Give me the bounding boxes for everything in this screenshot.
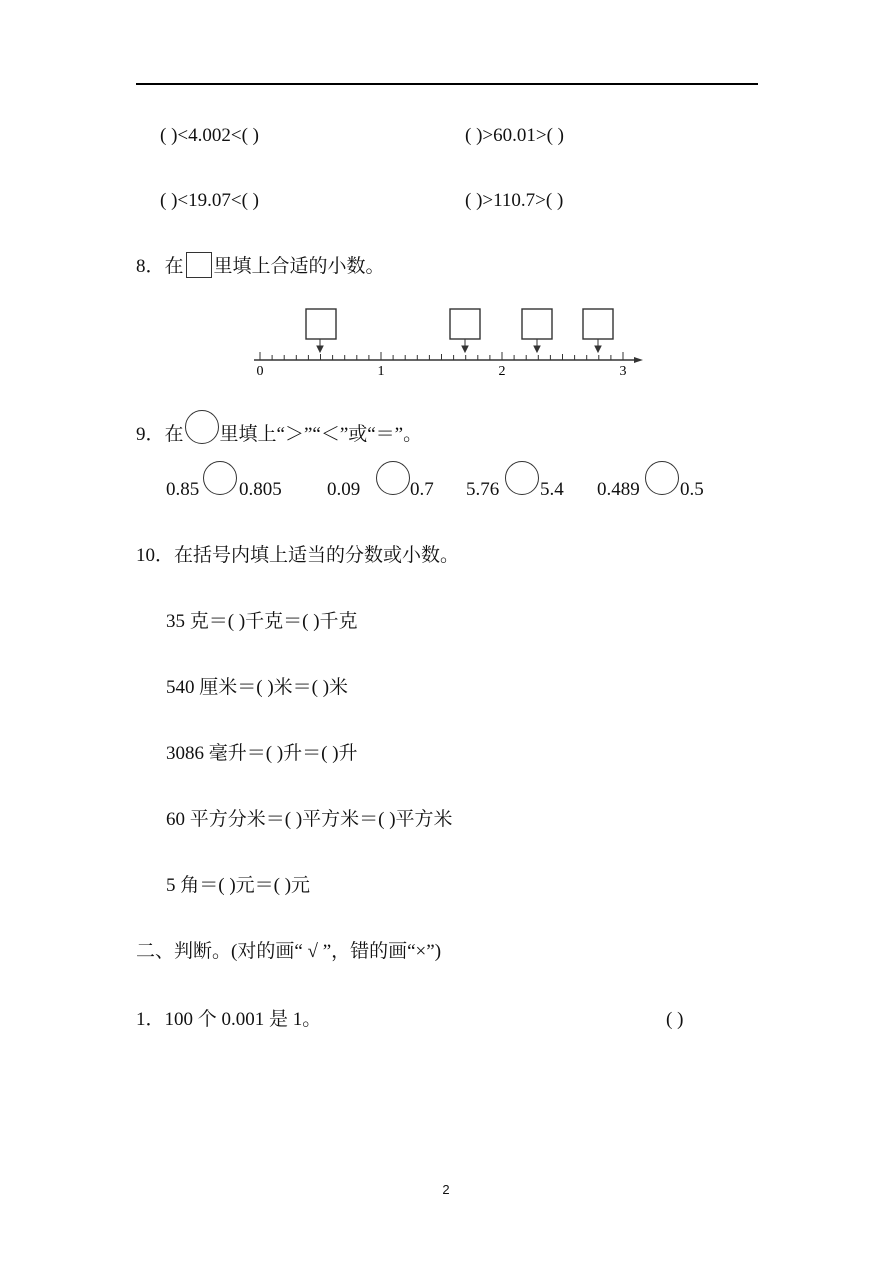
q9-item-3-right: 5.4 [540, 479, 564, 500]
pointer-arrowhead [595, 346, 601, 352]
q10-line-3: 3086 毫升＝( )升＝( )升 [166, 743, 358, 764]
q7-row2-right: ( )>110.7>( ) [465, 190, 564, 211]
axis-arrowhead [634, 357, 643, 363]
q9-item-2-right: 0.7 [410, 479, 434, 500]
tick-label: 2 [498, 364, 506, 379]
q7-row1-right: ( )>60.01>( ) [465, 125, 564, 146]
pointer-arrowhead [317, 346, 323, 352]
section2-title: 二、判断。(对的画“ √ ”，错的画“×”) [136, 941, 442, 962]
q9-item-1-right: 0.805 [239, 479, 282, 500]
compare-circle[interactable] [505, 461, 539, 495]
page-number: 2 [442, 1182, 450, 1197]
q10-line-1: 35 克＝( )千克＝( )千克 [166, 611, 358, 632]
q9-text: 里填上“＞”“＜”或“＝”。 [219, 424, 423, 445]
header-rule [136, 83, 758, 85]
judge-q1-answer-paren[interactable]: ( ) [666, 1009, 684, 1030]
q9-item-1-left: 0.85 [166, 479, 200, 500]
tick-label: 0 [256, 364, 264, 379]
compare-circle[interactable] [645, 461, 679, 495]
q8-prompt [136, 252, 385, 279]
answer-box[interactable] [583, 309, 613, 339]
answer-box[interactable] [450, 309, 480, 339]
pointer-arrowhead [534, 346, 540, 352]
number-line [240, 300, 660, 382]
q8-number: 8．在 [136, 256, 184, 277]
answer-box[interactable] [306, 309, 336, 339]
judge-q1: 1．100 个 0.001 是 1。 [136, 1009, 322, 1030]
q9-item-2-left: 0.09 [327, 479, 361, 500]
q9-prompt [136, 410, 422, 447]
tick-label: 1 [377, 364, 385, 379]
q9-item-4-left: 0.489 [597, 479, 640, 500]
blank-circle-icon [185, 410, 219, 444]
q10-title: 10．在括号内填上适当的分数或小数。 [136, 545, 460, 566]
q10-line-2: 540 厘米＝( )米＝( )米 [166, 677, 349, 698]
blank-box-icon [186, 252, 212, 278]
tick-label: 3 [619, 364, 627, 379]
q10-line-4: 60 平方分米＝( )平方米＝( )平方米 [166, 809, 453, 830]
pointer-arrowhead [462, 346, 468, 352]
q8-text: 里填上合适的小数。 [213, 256, 385, 277]
q9-item-4-right: 0.5 [680, 479, 704, 500]
q7-row2-left: ( )<19.07<( ) [160, 190, 259, 211]
q9-item-3-left: 5.76 [466, 479, 500, 500]
q7-row1-left: ( )<4.002<( ) [160, 125, 259, 146]
compare-circle[interactable] [203, 461, 237, 495]
q9-number: 9．在 [136, 424, 184, 445]
compare-circle[interactable] [376, 461, 410, 495]
answer-box[interactable] [522, 309, 552, 339]
q10-line-5: 5 角＝( )元＝( )元 [166, 875, 311, 896]
